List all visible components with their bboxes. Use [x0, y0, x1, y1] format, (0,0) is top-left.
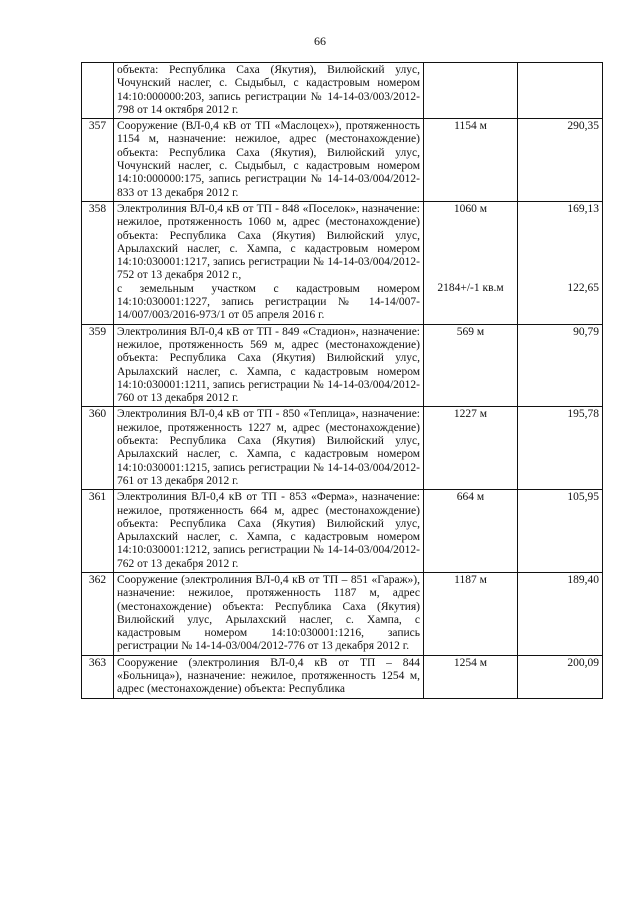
table-row	[82, 572, 603, 655]
object-description: Электролиния ВЛ-0,4 кВ от ТП - 849 «Стадион», назначение: нежилое, протяженность 569 м, адрес (местонахождение) объекта: Республика Саха (Якутия) Вилюйский улус, Арылахский наслег, с. Хампа, с кадастровым номером 14:10:030001:1211, запись регистрации № 14-14-03/004/2012-760 от 13 декабря 2012 г.	[114, 324, 424, 407]
table-row	[82, 655, 603, 698]
table-row	[82, 407, 603, 490]
table-row	[82, 201, 603, 324]
object-size: 1227 м	[424, 407, 518, 490]
object-cost: 195,78	[518, 407, 603, 490]
object-description: объекта: Республика Саха (Якутия), Вилюйский улус, Чочунский наслег, с. Сыдыбыл, с кадастровым номером 14:10:000000:203, запись регистрации № 14-14-03/003/2012-798 от 14 октября 2012 г.	[114, 63, 424, 119]
land-plot-description: с земельным участком с кадастровым номером 14:10:030001:1227, запись регистрации № 14-14/007-14/007/003/2016-973/1 от 05 апреля 2016 г.	[117, 282, 420, 322]
table-row	[82, 490, 603, 573]
object-description: Электролиния ВЛ-0,4 кВ от ТП - 853 «Ферма», назначение: нежилое, протяженность 664 м, адрес (местонахождение) объекта: Республика Саха (Якутия) Вилюйский улус, Арылахский наслег, с. Хампа, с кадастровым номером 14:10:030001:1212, запись регистрации № 14-14-03/004/2012-762 от 13 декабря 2012 г.	[114, 490, 424, 573]
object-description: Сооружение (ВЛ-0,4 кВ от ТП «Маслоцех»), протяженность 1154 м, назначение: нежилое, адрес (местонахождение) объекта: Республика Саха (Якутия), Вилюйский улус, Чочунский наслег, с. Сыдыбыл, с кадастровым номером 14:10:000000:175, запись регистрации № 14-14-03/004/2012-833 от 13 декабря 2012 г.	[114, 119, 424, 202]
object-cost	[518, 63, 603, 119]
object-size: 664 м	[424, 490, 518, 573]
table-row	[82, 63, 603, 119]
object-description: Электролиния ВЛ-0,4 кВ от ТП - 850 «Теплица», назначение: нежилое, протяженность 1227 м, адрес (местонахождение) объекта: Республика Саха (Якутия) Вилюйский улус, Арылахский наслег, с. Хампа, с кадастровым номером 14:10:030001:1215, запись регистрации № 14-14-03/004/2012-761 от 13 декабря 2012 г.	[114, 407, 424, 490]
row-number: 357	[82, 119, 114, 202]
object-description: Сооружение (электролиния ВЛ-0,4 кВ от ТП – 844 «Больница»), назначение: нежилое, протяженность 1254 м, адрес (местонахождение) объекта: Республика	[114, 655, 424, 698]
object-cost: 105,95	[518, 490, 603, 573]
object-size: 1154 м	[424, 119, 518, 202]
object-size-cell	[424, 201, 518, 324]
object-size: 569 м	[424, 324, 518, 407]
object-cost: 200,09	[518, 655, 603, 698]
object-size: 1254 м	[424, 655, 518, 698]
object-cost: 169,13	[567, 202, 599, 215]
object-cost: 189,40	[518, 572, 603, 655]
property-registry-table	[81, 62, 603, 699]
object-description-cell	[114, 201, 424, 324]
row-number: 360	[82, 407, 114, 490]
row-number: 358	[82, 201, 114, 324]
land-plot-size: 2184+/-1 кв.м	[437, 282, 504, 295]
row-number: 361	[82, 490, 114, 573]
object-description: Электролиния ВЛ-0,4 кВ от ТП - 848 «Поселок», назначение: нежилое, протяженность 1060 м, адрес (местонахождение) объекта: Республика Саха (Якутия) Вилюйский улус, Арылахский наслег, с. Хампа, с кадастровым номером 14:10:030001:1217, запись регистрации № 14-14-03/004/2012-752 от 13 декабря 2012 г.,	[117, 202, 420, 282]
table-row	[82, 324, 603, 407]
row-number: 359	[82, 324, 114, 407]
object-description: Сооружение (электролиния ВЛ-0,4 кВ от ТП – 851 «Гараж»), назначение: нежилое, протяженность 1187 м, адрес (местонахождение) объекта: Республика Саха (Якутия) Вилюйский улус, Арылахский наслег, с. Хампа, с кадастровым номером 14:10:030001:1216, запись регистрации № 14-14-03/004/2012-776 от 13 декабря 2012 г.	[114, 572, 424, 655]
object-size: 1187 м	[424, 572, 518, 655]
object-cost: 90,79	[518, 324, 603, 407]
object-size	[424, 63, 518, 119]
object-cost: 290,35	[518, 119, 603, 202]
row-number	[82, 63, 114, 119]
object-cost-cell	[518, 201, 603, 324]
land-plot-cost: 122,65	[567, 282, 599, 295]
table-row	[82, 119, 603, 202]
row-number: 362	[82, 572, 114, 655]
page-number: 66	[314, 34, 326, 48]
row-number: 363	[82, 655, 114, 698]
object-size: 1060 м	[453, 202, 488, 215]
